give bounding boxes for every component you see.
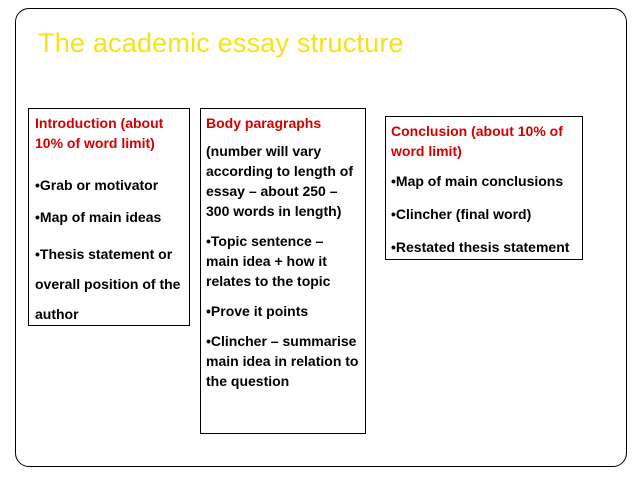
conclusion-item-map: •Map of main conclusions (391, 173, 564, 189)
conclusion-item-restated-thesis: •Restated thesis statement (391, 239, 570, 255)
slide-title: The academic essay structure (38, 28, 404, 58)
body-item-topic-sentence: •Topic sentence – main idea + how it relates to the topic (206, 233, 331, 289)
conclusion-box (385, 116, 583, 260)
conclusion-heading: Conclusion (about 10% of word limit) (391, 123, 563, 159)
body-paragraphs-heading: Body paragraphs (206, 115, 322, 131)
body-paragraphs-note: (number will vary according to length of essay – about 250 – 300 words in length) (206, 143, 353, 219)
body-item-prove-it: •Prove it points (206, 303, 309, 319)
introduction-box (28, 108, 190, 326)
introduction-item-grab: •Grab or motivator (35, 177, 159, 193)
introduction-item-thesis: •Thesis statement or overall position of the author (35, 246, 181, 322)
body-paragraphs-box (200, 108, 366, 434)
introduction-item-map: •Map of main ideas (35, 209, 162, 225)
conclusion-item-clincher: •Clincher (final word) (391, 206, 532, 222)
body-item-clincher: •Clincher – summarise main idea in relation to the question (206, 333, 359, 389)
introduction-heading: Introduction (about 10% of word limit) (35, 115, 164, 151)
